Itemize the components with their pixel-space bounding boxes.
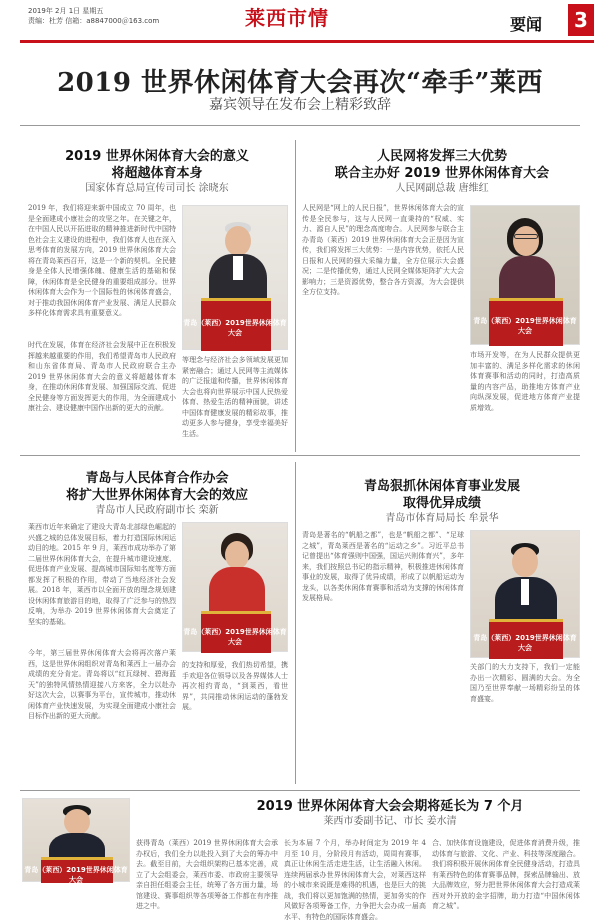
article-5-byline: 莱西市委副书记、市长 姜水清 bbox=[323, 816, 457, 827]
article-3-body-c: 的支持和厚爱，我们热切希望，携手欢迎各位领导以及各界媒体人士再次相约青岛，“到莱西，看世界”，共同推动休闲运动的蓬勃发展。 bbox=[182, 661, 288, 711]
article-3-photo bbox=[182, 522, 288, 652]
article-3-title-line2: 将扩大世界休闲体育大会的效应 bbox=[65, 488, 248, 503]
article-3-banner-text: 青岛（莱西）2019世界休闲体育大会 bbox=[183, 628, 287, 646]
main-headline: 2019 世界休闲体育大会再次“牵手”莱西 bbox=[57, 68, 543, 98]
article-1-byline: 国家体育总局宣传司司长 涂晓东 bbox=[85, 183, 229, 194]
article-4-byline: 青岛市体育局局长 牟景华 bbox=[385, 513, 499, 524]
article-5-title-line1: 2019 世界休闲体育大会会期将延长为 7 个月 bbox=[256, 799, 524, 814]
article-4-title-line2: 取得优异成绩 bbox=[402, 496, 481, 511]
article-4-body-a: 青岛是著名的“帆船之都”，也是“帆船之都”、“足球之城”，青岛莱西是著名的“运动之乡”。习近平总书记曾提出“体育强则中国强，国运兴则体育兴”，多年来，我们按照总书记的指示精神，积极推进休闲体育事业的发展，取得了优异成绩，形成了以帆船运动为龙头，以各类休闲体育赛事和活动为支撑的休闲体育发展格局。 bbox=[302, 531, 464, 602]
editor-contact: 责编：杜芳 信箱：a8847000＠163.com bbox=[28, 17, 160, 25]
header-rule bbox=[20, 40, 594, 43]
newspaper-name: 莱西市情 bbox=[245, 6, 329, 30]
article-2-title bbox=[302, 148, 582, 195]
article-1-body-b: 时代在发展，体育在经济社会发展中正在积极发挥越来越重要的作用，我们希望青岛市人民政府和山东省体育局、青岛市人民政府联合主办 2019 世界休闲体育大会的意义将超越体育本身，在推动休闲体育发展、加强国际交流、促进全民健身等方面发挥更大的作用，为全面建成小康社会、建设健康中国作出新的更大的贡献。 bbox=[28, 341, 176, 412]
article-1-photo bbox=[182, 205, 288, 350]
article-2-body-c: 市场开发等，在为人民群众提供更加丰富的、满足多样化需求的休闲体育赛事和活动的同时，打造高质量的内容产品，助推地方体育产业向纵深发展，促进地方体育产业提质增效。 bbox=[470, 351, 580, 412]
article-2-title-line2: 联合主办好 2019 世界休闲体育大会 bbox=[334, 166, 550, 181]
headline-divider bbox=[20, 125, 580, 126]
section-label: 要闻 bbox=[510, 15, 543, 34]
article-3-body-b: 今年，第三届世界休闲体育大会将再次落户莱西，这是世界休闲组织对青岛和莱西上一届办会成绩的充分肯定。青岛将以“红瓦绿树、碧海蓝天”的独特风情热情迎接八方来客，全力以赴办好这次大会，以赛事为平台，宣传城市，推动休闲体育产业快速发展，为实现全面建成小康社会目标作出新的更大贡献。 bbox=[28, 649, 176, 720]
article-2-banner-text: 青岛（莱西）2019世界休闲体育大会 bbox=[473, 317, 577, 335]
article-1-title-line2: 将超越体育本身 bbox=[111, 166, 203, 181]
article-2-title-line1: 人民网将发挥三大优势 bbox=[376, 149, 507, 164]
article-3-body-a: 莱西市近年来确定了建设大青岛北部绿色崛起的兴盛之城的总体发展目标，着力打造国际休闲运动目的地。2015 年 9 月，莱西市成功举办了第二届世界休闲体育大会，在提升城市建设速度、促进体育产业发展、提高城市国际知名度等方面都发挥了积极的作用，带动了当地经济社会发展。2018 年，莱西市以全面开放的理念规划建设休闲体育旅游目的地，取得了广泛参与的热烈反响，为举办 2019 世界休闲体育大会奠定了坚实的基础。 bbox=[28, 523, 176, 626]
article-4-banner-text: 青岛（莱西）2019世界休闲体育大会 bbox=[473, 634, 577, 652]
article-4-photo bbox=[470, 530, 580, 658]
article-5-banner-text: 青岛（莱西）2019世界休闲体育大会 bbox=[24, 866, 128, 884]
article-4-body-c: 关部门的大力支持下，我们一定能办出一次精彩、圆满的大会。为全国乃至世界奉献一场精彩纷呈的体育盛宴。 bbox=[470, 663, 580, 703]
column-divider-top bbox=[295, 140, 296, 452]
article-3-title-line1: 青岛与人民体育合作办会 bbox=[85, 471, 229, 486]
article-1-banner-text: 青岛（莱西）2019世界休闲体育大会 bbox=[183, 319, 287, 337]
article-3-title bbox=[22, 470, 292, 517]
article-2-photo bbox=[470, 205, 580, 345]
header-meta bbox=[28, 6, 159, 26]
article-5-body-b: 长为本届 7 个月，举办时间定为 2019 年 4 月至 10 月，分阶段月有活动，周周有赛事，真正让休闲生活走进生活，让生活融入休闲。连续两届承办世界休闲体育大会，对莱西这样的小城市来说既是难得的机遇，也是巨大的挑战，我们将以更加饱满的热情，更加务实的作风做好各项筹备工作，力争把大会办成一届高水平、有特色的国际体育盛会。 bbox=[284, 839, 426, 921]
article-2-body-a: 人民网是“网上的人民日报”，世界休闲体育大会的宣传是全民参与，这与人民网一直秉持的“权威、实力、源自人民”的理念高度吻合。人民网参与联合主办青岛（莱西）2019 世界休闲体育大会正是因为宣传，我们将发挥三大优势：一是内容优势，依托人民日报和人民网的强大采编力量，全方位展示大会盛况；二是传播优势，通过人民网全媒体矩阵扩大大会影响力；三是资源优势，整合各方资源，为大会提供全方位支持。 bbox=[302, 204, 464, 296]
article-1-title-line1: 2019 世界休闲体育大会的意义 bbox=[65, 149, 249, 164]
article-1-title bbox=[22, 148, 292, 195]
article-1-body-c: 等理念与经济社会多领域发展更加紧密融合；通过人民网等主流媒体的广泛报道和传播，世界休闲体育大会也将向世界展示中国人民热爱体育、热爱生活的精神面貌，讲述中国体育健康发展的精彩故事，推动更多人参与健身，享受幸福美好生活。 bbox=[182, 356, 288, 438]
column-divider-mid bbox=[295, 462, 296, 784]
issue-date: 2019年 2月 1日 星期五 bbox=[28, 7, 104, 15]
page-number-badge: 3 bbox=[568, 4, 594, 36]
article-5-title bbox=[200, 798, 580, 828]
mid-divider bbox=[20, 455, 580, 456]
article-5-photo bbox=[22, 798, 130, 882]
article-2-byline: 人民网副总裁 唐维红 bbox=[395, 183, 489, 194]
article-3-byline: 青岛市人民政府副市长 栾新 bbox=[95, 505, 219, 516]
bottom-divider bbox=[20, 790, 580, 791]
article-1-body-a: 2019 年，我们将迎来新中国成立 70 周年，也是全面建成小康社会的攻坚之年。在关键之年，在中国人民以开拓进取的精神推进新时代中国特色社会主义建设的进程中，我们体育人也在深入思考体育的发展方向，2019 世界休闲体育大会将在青岛莱西召开，这是一个新的契机。全民健身是全体人民增强体魄、健康生活的基础和保障，休闲体育是全民健身的重要组成部分。世界休闲体育大会作为一个国际性的休闲体育盛会，对于推动我国休闲体育产业发展、满足人民群众多样化体育需求具有重要意义。 bbox=[28, 204, 176, 317]
main-subheadline: 嘉宾领导在发布会上精彩致辞 bbox=[209, 97, 391, 113]
article-4-title-line1: 青岛狠抓休闲体育事业发展 bbox=[363, 479, 520, 494]
article-5-body-a: 获得青岛（莱西）2019 世界休闲体育大会承办权后，我们全力以赴投入到了大会的筹办中去。截至目前，大会组织架构已基本完善，成立了大会组委会，莱西市委、市政府主要领导亲自担任组委会主任，统筹了各方面力量，场馆建设、赛事组织等各项筹备工作都在有序推进之中。 bbox=[136, 839, 278, 910]
article-4-title bbox=[302, 478, 582, 525]
article-5-body-c: 合、加快体育设施建设，促进体育消费升级，推动体育与旅游、文化、产业、科技等深度融合。我们将积极开展休闲体育全民健身活动，打造具有莱西特色的体育赛事品牌，探索品牌输出、放大品牌效应，努力把世界休闲体育大会打造成莱西对外开放的金字招牌，助力打造“中国休闲体育之城”。 bbox=[432, 839, 580, 910]
